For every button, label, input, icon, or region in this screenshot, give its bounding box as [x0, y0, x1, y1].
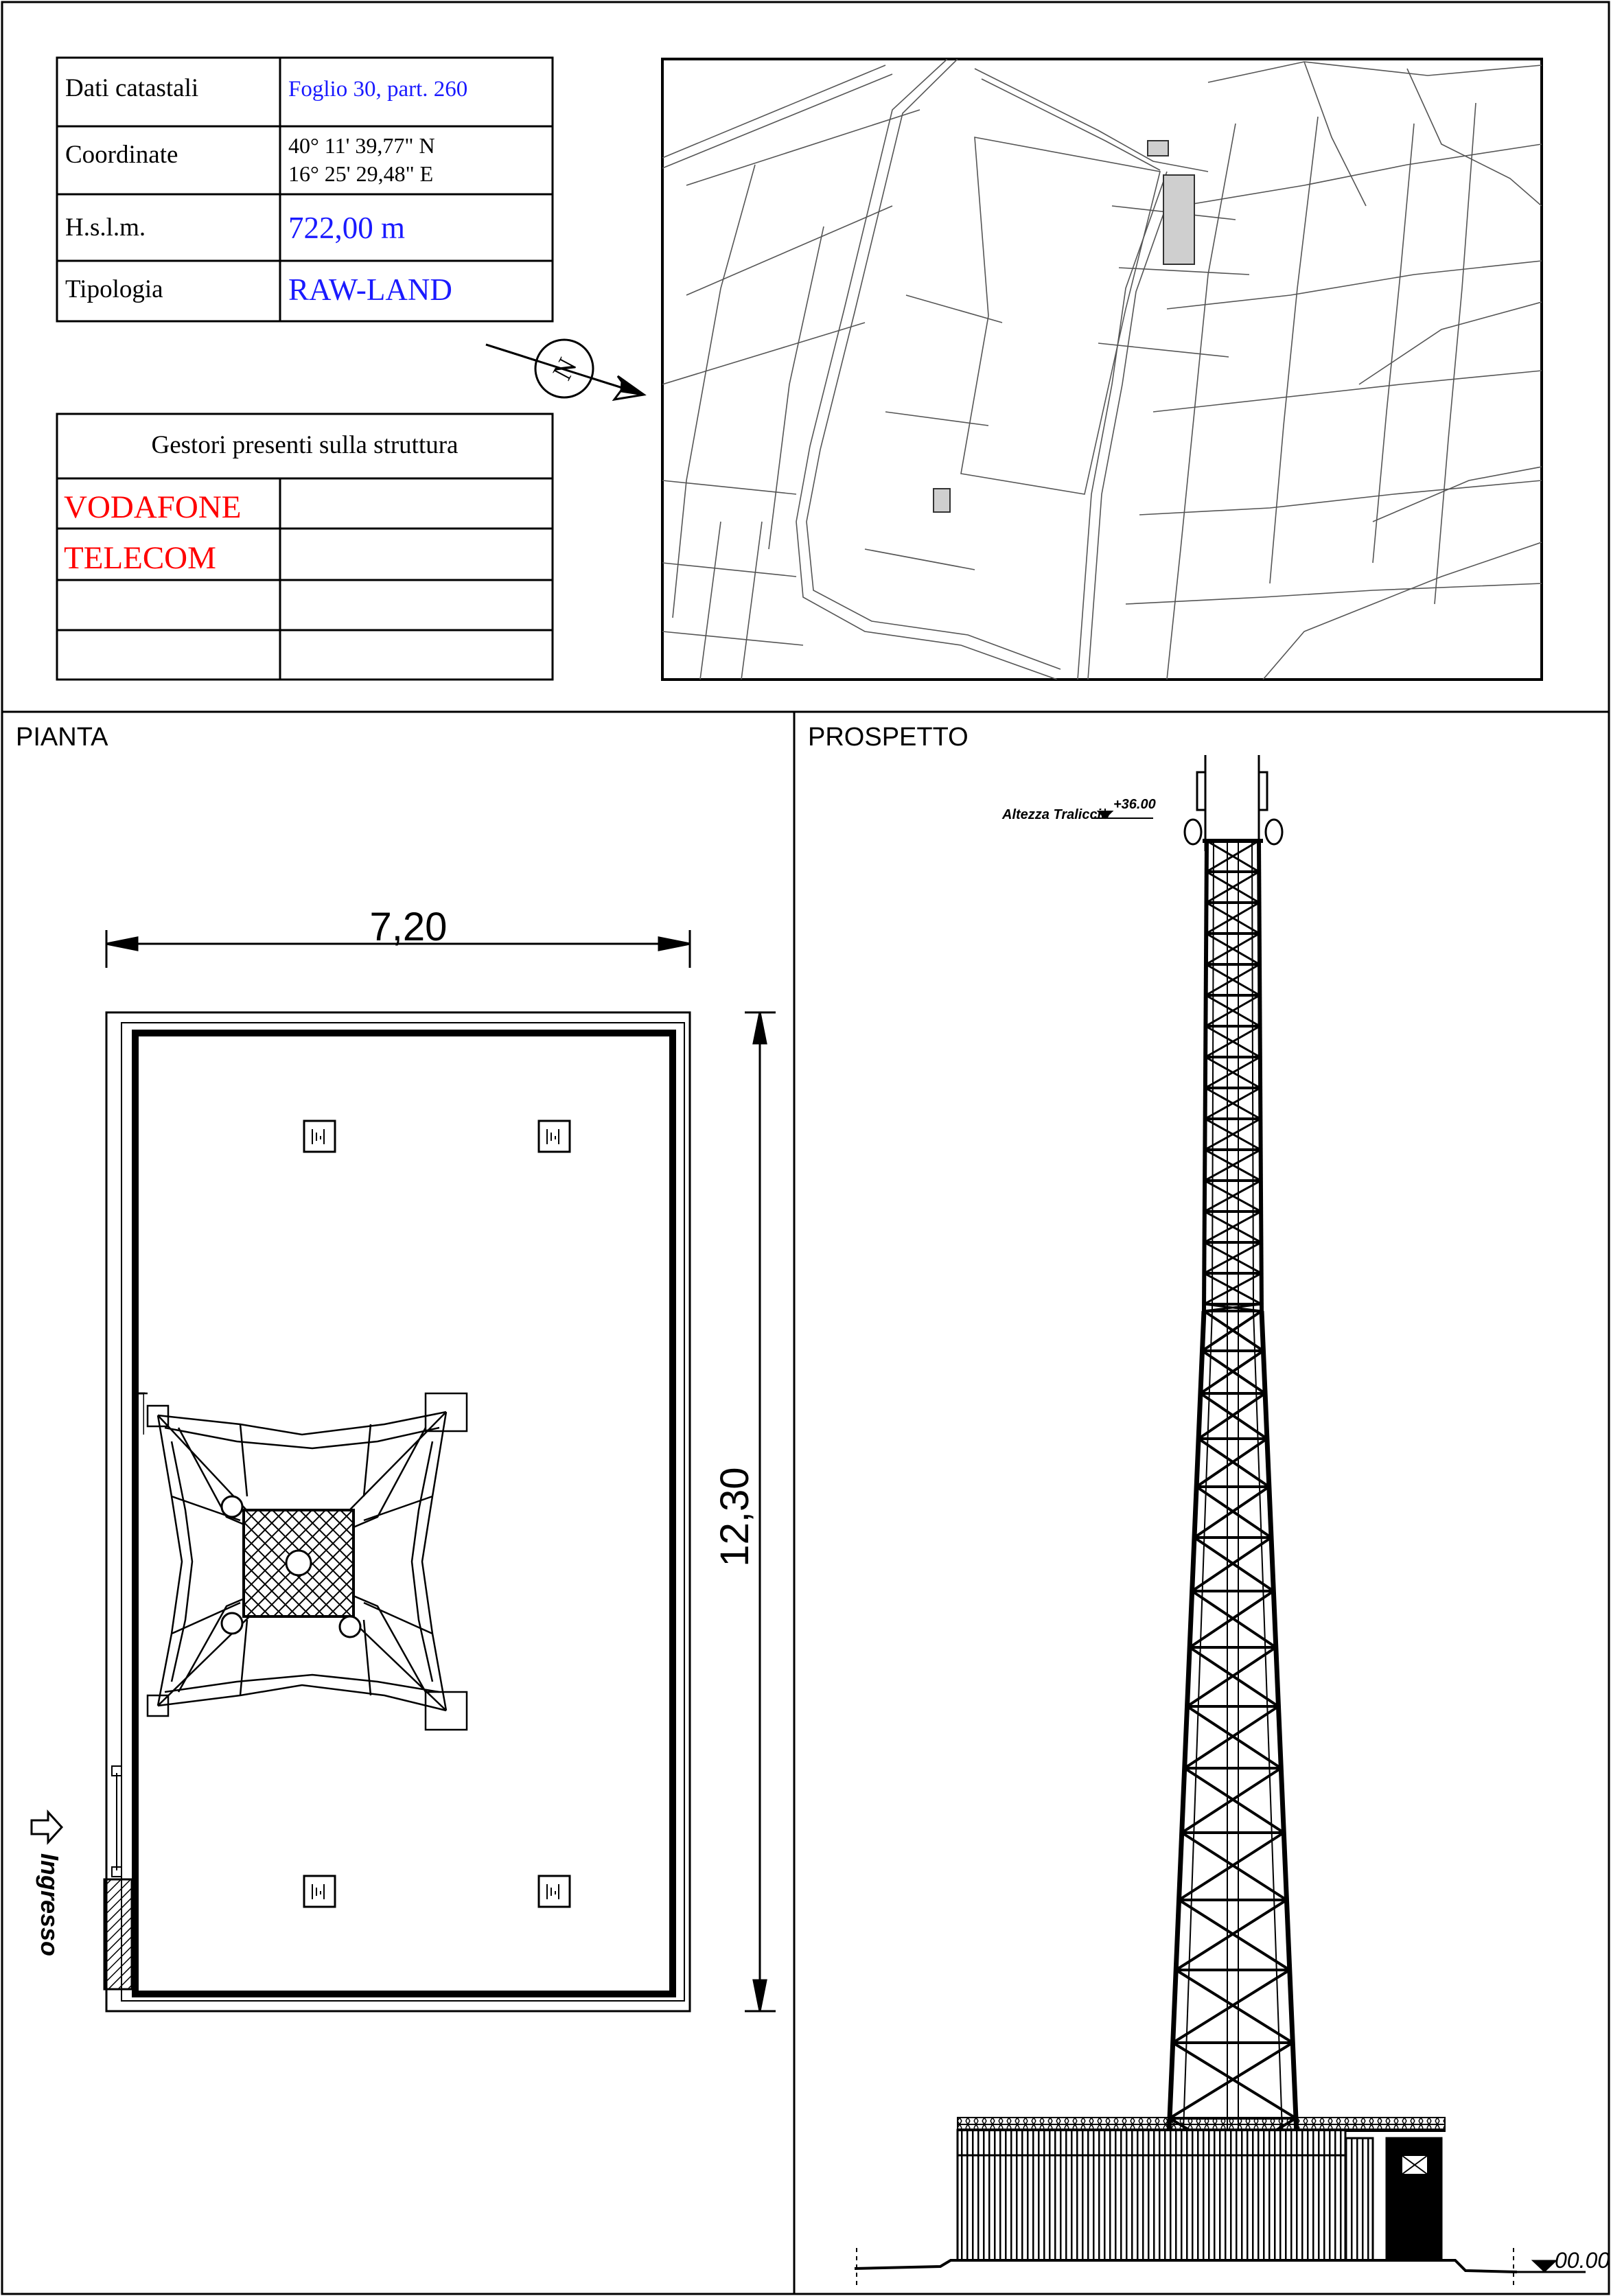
- tower-member: [1212, 841, 1214, 1311]
- lattice-tower: [1164, 841, 1301, 2248]
- cadastral-map: [662, 59, 1542, 680]
- tower-member: [1179, 1833, 1284, 1900]
- operator-telecom: TELECOM: [64, 540, 216, 576]
- label-tipologia: Tipologia: [65, 275, 163, 303]
- grounding-symbol-icon: [539, 1121, 570, 1152]
- tower-base-plan: [135, 1393, 474, 1730]
- north-arrow-icon: [486, 340, 644, 399]
- value-altitude: 722,00 m: [288, 211, 406, 245]
- tower-member: [1176, 1900, 1286, 1970]
- operators-table: [57, 414, 553, 680]
- tower-member: [1176, 1970, 1293, 2043]
- label-dati-catastali: Dati catastali: [65, 74, 199, 102]
- entrance-arrow-icon: [32, 1812, 62, 1842]
- value-tipologia: RAW-LAND: [288, 272, 452, 307]
- cadastral-info-table: [57, 58, 553, 321]
- tower-member: [1173, 2043, 1296, 2118]
- antenna-icon: [1185, 755, 1282, 851]
- prospetto-title: PROSPETTO: [808, 723, 969, 752]
- grounding-symbol-icon: [304, 1876, 335, 1907]
- ground-level-value: 00.00: [1555, 2248, 1610, 2273]
- value-foglio: Foglio 30, part. 260: [288, 77, 468, 102]
- tower-member: [1182, 1768, 1282, 1833]
- operator-vodafone: VODAFONE: [64, 489, 242, 525]
- operators-title: Gestori presenti sulla struttura: [151, 431, 459, 459]
- tower-height-label: Altezza Traliccio: [1002, 807, 1110, 822]
- tower-member: [1252, 841, 1253, 1311]
- tower-member: [1182, 1833, 1287, 1900]
- grounding-symbol-icon: [539, 1876, 570, 1907]
- label-coordinate: Coordinate: [65, 141, 178, 169]
- tower-height-value: +36.00: [1113, 797, 1156, 812]
- pianta-title: PIANTA: [16, 723, 108, 752]
- pianta-height-value: 12,30: [712, 1467, 757, 1567]
- north-label: N: [546, 352, 583, 385]
- pianta-width-value: 7,20: [369, 905, 448, 949]
- tower-member: [1170, 2043, 1293, 2118]
- grounding-symbol-icon: [304, 1121, 335, 1152]
- entrance-gate: [112, 1766, 121, 1877]
- entrance-label: Ingresso: [36, 1853, 64, 1957]
- tower-member: [1179, 1900, 1290, 1970]
- fence-enclosure-elevation: [958, 2118, 1445, 2260]
- entrance-hatch: [104, 1879, 132, 1989]
- label-hslm: H.s.l.m.: [65, 213, 146, 242]
- value-latitude: 40° 11' 39,77" N: [288, 133, 435, 158]
- tower-member: [1173, 1970, 1290, 2043]
- tower-member: [1185, 1768, 1284, 1833]
- value-longitude: 16° 25' 29,48" E: [288, 161, 434, 186]
